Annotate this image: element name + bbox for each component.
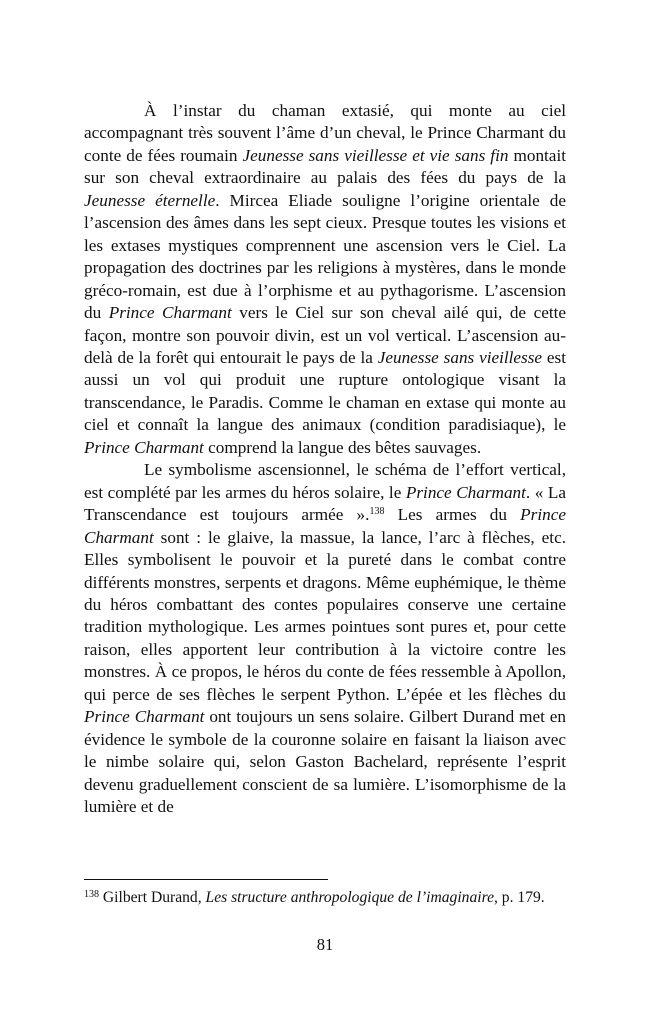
text-run: comprend la langue des bêtes sauvages. <box>203 437 482 457</box>
italic-title: Jeunesse éternelle <box>84 190 216 210</box>
footnote-title: Les structure anthropologique de l’imaginaire <box>205 889 494 906</box>
text-run: . « La Transcendance est toujours armée ». <box>84 482 566 525</box>
italic-title: Prince Charmant <box>405 482 526 502</box>
body-text <box>84 100 566 819</box>
italic-title: Jeunesse sans vieillesse et vie sans fin <box>242 145 509 165</box>
text-run: sont : le glaive, la massue, la lance, l’arc à flèches, etc. Elles symbolisent le pouvoir et la pureté dans le combat contre différents monstres, serpents et dragons. Même euphémique, le thème du héros combattant des contes populaires conserve une certaine tradition mythologique. Les armes pointues sont pures et, pour cette raison, elles apportent leur contribution à la victoire contre les monstres. À ce propos, le héros du conte de fées ressemble à Apollon, qui perce de ses flèches le serpent Python. L’épée et les flèches du <box>84 527 566 704</box>
paragraph <box>84 459 566 818</box>
text-run: vers le Ciel sur son cheval ailé qui, de cette façon, montre son pouvoir divin, est un vol vertical. L’ascension au-delà de la forêt qui entourait le pays de la <box>84 303 567 367</box>
text-run: est aussi un vol qui produit une rupture ontologique visant la transcendance, le Paradis. Comme le chaman en extase qui monte au ciel et connaît la langue des animaux (condition paradisiaque), le <box>84 347 566 435</box>
text-run: . Mircea Eliade souligne l’origine orientale de l’ascension des âmes dans les sept cieux. Presque toutes les visions et les extases mystiques comprennent une ascension vers le Ciel. La propagation des doctrines par les religions à mystères, dans le monde gréco-romain, est due à l’orphisme et au pythagorisme. L’ascension du <box>84 190 567 323</box>
footnote <box>84 886 566 910</box>
italic-title: Prince Charmant <box>84 437 204 457</box>
italic-title: Jeunesse sans vieillesse <box>377 347 543 367</box>
text-run: montait sur son cheval extraordinaire au palais des fées du pays de la <box>84 145 566 188</box>
footnote-separator <box>84 879 328 880</box>
page-number: 81 <box>316 935 334 954</box>
italic-title: Prince Charmant <box>84 707 205 727</box>
footnote-rest: , p. 179. <box>494 889 545 906</box>
footnote-reference[interactable]: 138 <box>369 506 385 518</box>
text-run: Les armes du <box>384 505 521 525</box>
italic-title: Prince Charmant <box>84 505 566 547</box>
text-run: Le symbolisme ascensionnel, le schéma de l’effort vertical, est complété par les armes du héros solaire, le <box>84 460 566 502</box>
italic-title: Prince Charmant <box>108 303 232 323</box>
text-run: À l’instar du chaman extasié, qui monte au ciel accompagnant très souvent l’âme d’un cheval, le Prince Charmant du conte de fées roumain <box>84 101 566 165</box>
footnote-author: Gilbert Durand, <box>99 889 206 906</box>
paragraph <box>84 100 566 459</box>
text-run: ont toujours un sens solaire. Gilbert Durand met en évidence le symbole de la couronne solaire en faisant la liaison avec le nimbe solaire qui, selon Gaston Bachelard, représente l’esprit devenu graduellement conscient de sa lumière. L’isomorphisme de la lumière et de <box>84 707 566 817</box>
footnote-number: 138 <box>84 889 99 900</box>
